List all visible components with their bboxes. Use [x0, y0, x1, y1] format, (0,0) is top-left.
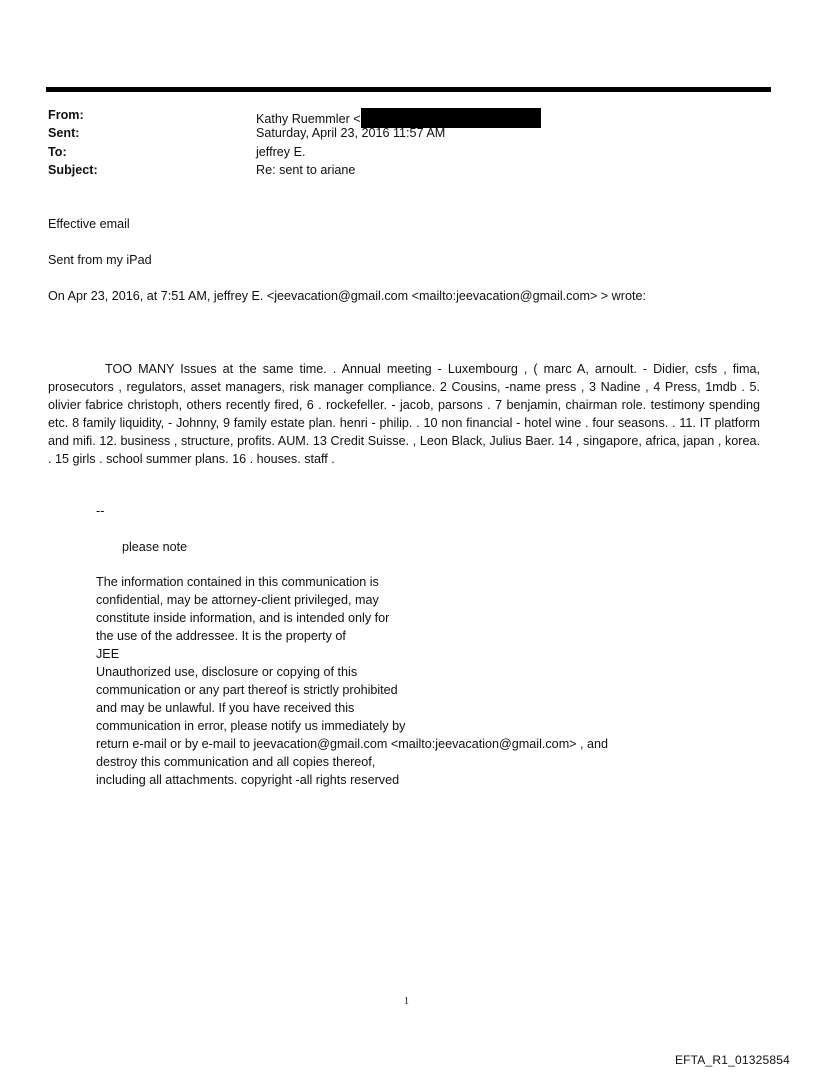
disclaimer-line: confidential, may be attorney-client privileged, may [96, 593, 379, 607]
disclaimer-line: communication in error, please notify us immediately by [96, 719, 406, 733]
sent-value: Saturday, April 23, 2016 11:57 AM [256, 126, 446, 140]
to-label: To: [48, 145, 67, 159]
disclaimer-line: the use of the addressee. It is the property of [96, 629, 346, 643]
signature-separator: -- [96, 504, 105, 518]
body-line-sent-from: Sent from my iPad [48, 253, 152, 267]
to-value: jeffrey E. [256, 145, 306, 159]
disclaimer-line: including all attachments. copyright -all rights reserved [96, 773, 400, 787]
sent-label: Sent: [48, 126, 80, 140]
from-name: Kathy Ruemmler < [256, 112, 361, 126]
subject-value: Re: sent to ariane [256, 163, 356, 177]
subject-label: Subject: [48, 163, 98, 177]
redaction-block [361, 108, 541, 128]
disclaimer-line: JEE [96, 647, 120, 661]
disclaimer-line: return e-mail or by e-mail to jeevacation@gmail.com <mailto:jeevacation@gmail.com> , and [96, 737, 609, 751]
from-label: From: [48, 108, 84, 122]
disclaimer-line: communication or any part thereof is strictly prohibited [96, 683, 398, 697]
page-number: 1 [404, 996, 409, 1007]
header-rule [46, 87, 771, 92]
disclaimer-line: destroy this communication and all copies thereof, [96, 755, 376, 769]
disclaimer-line: Unauthorized use, disclosure or copying of this [96, 665, 358, 679]
disclaimer-line: The information contained in this communication is [96, 575, 379, 589]
document-id: EFTA_R1_01325854 [674, 1053, 790, 1067]
quote-intro: On Apr 23, 2016, at 7:51 AM, jeffrey E. <jeevacation@gmail.com <mailto:jeevacation@gmail.com> > wrote: [48, 289, 646, 303]
disclaimer-block [96, 573, 608, 789]
from-value [256, 108, 541, 128]
main-paragraph: TOO MANY Issues at the same time. . Annual meeting - Luxembourg , ( marc A, arnoult. - Didier, csfs , fima, prosecutors , regulators, asset managers, risk manager compliance. 2 Cousins, -name press , 3 Nadine , 4 Press, 1mdb . 5. olivier fabrice christoph, others recently fired, 6 . rockefeller. - jacob, parsons . 7 benjamin, chairman role. testimony spending etc. 8 family liquidity, - Johnny, 9 family estate plan. henri - philip. . 10 non financial - hotel wine . four seasons. . 11. IT platform and mifi. 12. business , structure, profits. AUM. 13 Credit Suisse. , Leon Black, Julius Baer. 14 , singapore, africa, japan , korea. . 15 girls . school summer plans. 16 . houses. staff . [48, 362, 760, 466]
disclaimer-line: and may be unlawful. If you have received this [96, 701, 355, 715]
please-note: please note [122, 540, 188, 554]
body-line-effective: Effective email [48, 217, 130, 231]
disclaimer-line: constitute inside information, and is intended only for [96, 611, 390, 625]
